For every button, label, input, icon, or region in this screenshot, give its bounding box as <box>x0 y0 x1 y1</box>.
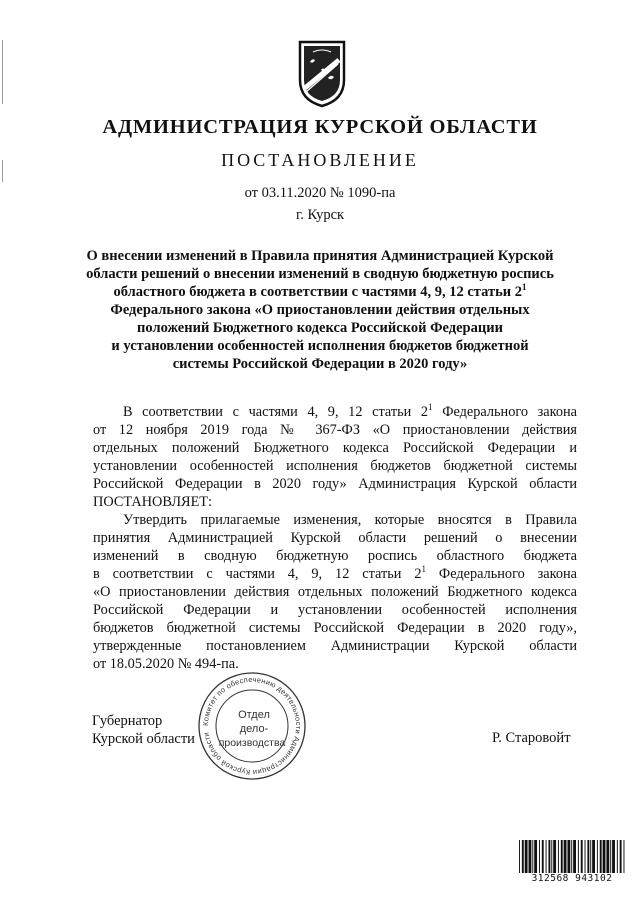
barcode-bar <box>561 840 563 874</box>
body-line: Российской Федерации в 2020 году» Администрация Курской области <box>93 476 577 492</box>
barcode-bar <box>546 840 547 874</box>
barcode-bar <box>620 840 622 874</box>
body-line <box>93 403 577 421</box>
heading-line <box>70 283 570 301</box>
barcode-bar <box>551 840 552 874</box>
body-line: Утвердить прилагаемые изменения, которые вносятся в Правила <box>123 512 577 528</box>
barcode-bar <box>610 840 611 874</box>
barcode-bar <box>578 840 579 874</box>
barcode-bar <box>585 840 586 874</box>
barcode-bar <box>603 840 606 874</box>
paragraph-preamble <box>93 403 577 511</box>
document-body <box>93 403 577 673</box>
document-heading <box>70 247 570 373</box>
body-line: ПОСТАНОВЛЯЕТ: <box>93 494 213 510</box>
body-line: бюджетов бюджетной системы Российской Федерации в 2020 году», <box>93 620 577 636</box>
barcode-bar <box>612 840 615 874</box>
barcode-bar <box>597 840 598 874</box>
barcode-bar <box>519 840 520 874</box>
heading-line: и установлении особенностей исполнения бюджетов бюджетной <box>111 338 529 354</box>
barcode <box>518 840 626 874</box>
body-line-text: в соответствии с частями 4, 9, 12 статьи 2 <box>93 566 422 582</box>
superscript: 1 <box>421 564 426 575</box>
barcode-bar <box>581 840 583 874</box>
barcode-number: 312568 943102 <box>518 873 626 884</box>
paragraph-resolution <box>93 511 577 673</box>
barcode-bar <box>587 840 589 874</box>
barcode-bar <box>573 840 576 874</box>
stamp-ring-text: Комитет по обеспечению деятельности Администрации Курской области <box>200 674 304 778</box>
barcode-bar <box>592 840 595 874</box>
heading-line-text: областного бюджета в соответствии с частями 4, 9, 12 статьи 2 <box>113 284 522 300</box>
barcode-bar <box>534 840 537 874</box>
body-line-text: В соответствии с частями 4, 9, 12 статьи 2 <box>123 404 429 420</box>
body-line: установлении особенностей исполнения бюджетов бюджетной системы <box>93 458 577 474</box>
barcode-bar <box>558 840 559 874</box>
scan-edge-mark <box>2 40 3 104</box>
document-type: ПОСТАНОВЛЕНИЕ <box>221 150 419 170</box>
barcode-bar <box>529 840 532 874</box>
body-line: Российской Федерации и установлении особенностей исполнения <box>93 602 577 618</box>
stamp-center-text: Отдел <box>238 709 270 721</box>
signatory-title-line: Губернатор <box>92 713 163 729</box>
kursk-coat-of-arms-icon <box>297 40 347 108</box>
body-line <box>93 565 577 583</box>
document-date-number: от 03.11.2020 № 1090-па <box>244 185 396 201</box>
signatory-name: Р. Старовойт <box>492 730 571 746</box>
barcode-bar <box>532 840 533 874</box>
barcode-bar <box>590 840 591 874</box>
heading-line: положений Бюджетного кодекса Российской Федерации <box>137 320 503 336</box>
barcode-bar <box>600 840 602 874</box>
body-line: от 12 ноября 2019 года № 367-ФЗ «О приостановлении действия <box>93 422 577 438</box>
stamp-center-text: дело- <box>239 723 269 735</box>
document-city: г. Курск <box>295 207 345 223</box>
barcode-bar <box>567 840 570 874</box>
heading-line: области решений о внесении изменений в сводную бюджетную роспись <box>86 266 554 282</box>
barcode-bar <box>522 840 524 874</box>
signatory-title <box>92 712 195 748</box>
heading-line: О внесении изменений в Правила принятия Администрацией Курской <box>86 248 554 264</box>
body-line: принятия Администрацией Курской области решений о внесении <box>93 530 577 546</box>
body-line: отдельных положений Бюджетного кодекса Российской Федерации и <box>93 440 577 456</box>
barcode-bar <box>548 840 550 874</box>
barcode-bar <box>571 840 572 874</box>
body-line: изменений в сводную бюджетную роспись областного бюджета <box>93 548 577 564</box>
barcode-bar <box>564 840 567 874</box>
issuing-authority: АДМИНИСТРАЦИЯ КУРСКОЙ ОБЛАСТИ <box>102 116 538 138</box>
superscript: 1 <box>521 282 527 293</box>
office-stamp <box>196 670 308 782</box>
barcode-bar <box>624 840 625 874</box>
barcode-bar <box>539 840 540 874</box>
barcode-bar <box>617 840 618 874</box>
body-line-text: Федерального закона <box>426 566 577 582</box>
superscript: 1 <box>428 402 433 413</box>
body-line-text: Федерального закона <box>432 404 578 420</box>
body-line: от 18.05.2020 № 494-па. <box>93 656 239 672</box>
barcode-bar <box>525 840 528 874</box>
body-line: утвержденные постановлением Администрации Курской области <box>93 638 577 654</box>
stamp-center-text: производства <box>218 737 286 749</box>
barcode-bar <box>542 840 544 874</box>
heading-line: Федерального закона «О приостановлении действия отдельных <box>110 302 530 318</box>
barcode-bar <box>606 840 609 874</box>
body-line: «О приостановлении действия отдельных положений Бюджетного кодекса <box>93 584 577 600</box>
scan-edge-mark <box>2 160 3 182</box>
heading-line: системы Российской Федерации в 2020 году» <box>172 356 468 372</box>
signatory-title-line: Курской области <box>92 731 195 747</box>
barcode-bar <box>553 840 556 874</box>
